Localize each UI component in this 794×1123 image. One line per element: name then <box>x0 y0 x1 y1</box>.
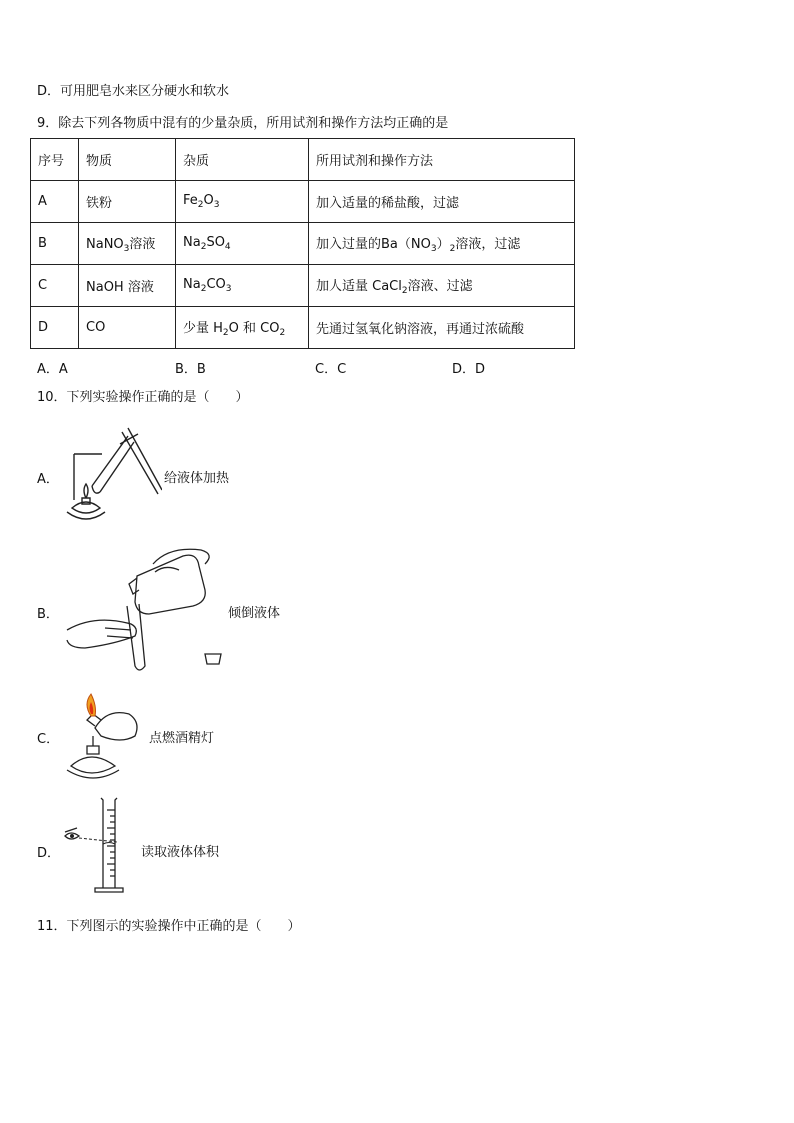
option-caption: 点燃酒精灯 <box>149 731 215 746</box>
table-row <box>31 223 575 265</box>
row-id: C <box>31 265 79 307</box>
lighting-lamp-illustration <box>61 692 151 784</box>
row-impurity: $Fe_2O_3$ <box>176 181 309 223</box>
option-label: A． <box>37 472 59 487</box>
row-method: 加入适量的稀盐酸，过滤 <box>309 181 575 223</box>
header-cell: 所用试剂和操作方法 <box>309 139 575 181</box>
q8-option-d: D．可用肥皂水来区分硬水和软水 <box>37 84 230 99</box>
table-row <box>31 307 575 349</box>
option-caption: 读取液体体积 <box>141 845 220 860</box>
table-row <box>31 265 575 307</box>
q9-option-d[interactable]: D．D <box>452 362 486 377</box>
row-id: D <box>31 307 79 349</box>
option-label: D． <box>37 846 61 861</box>
q9-option-c[interactable]: C．C <box>315 362 347 377</box>
q9-table <box>30 138 575 349</box>
q9-question: 9．除去下列各物质中混有的少量杂质，所用试剂和操作方法均正确的是 <box>37 116 449 131</box>
row-impurity: 少量 $H_2O$ 和 $CO_2$ <box>176 307 309 349</box>
option-caption: 给液体加热 <box>164 471 230 486</box>
row-method: 加人适量 CaCl$_2$溶液、过滤 <box>309 265 575 307</box>
table-header-row <box>31 139 575 181</box>
table-row <box>31 181 575 223</box>
row-substance: 铁粉 <box>79 181 176 223</box>
row-id: A <box>31 181 79 223</box>
header-cell: 序号 <box>31 139 79 181</box>
row-method: 加入过量的$Ba(NO_3)_2$溶液，过滤 <box>309 223 575 265</box>
header-cell: 物质 <box>79 139 176 181</box>
row-id: B <box>31 223 79 265</box>
row-substance: NaNO$_3$溶液 <box>79 223 176 265</box>
option-label: B． <box>37 607 59 622</box>
pouring-liquid-illustration <box>65 544 230 674</box>
q9-option-a[interactable]: A．A <box>37 362 68 377</box>
row-impurity: $Na_2SO_4$ <box>176 223 309 265</box>
q11-question: 11．下列图示的实验操作中正确的是（ ） <box>37 919 301 934</box>
row-method: 先通过氢氧化钠溶液，再通过浓硫酸 <box>309 307 575 349</box>
header-cell: 杂质 <box>176 139 309 181</box>
row-substance: CO <box>79 307 176 349</box>
q10-question: 10．下列实验操作正确的是（ ） <box>37 390 249 405</box>
heating-liquid-illustration <box>62 426 162 526</box>
row-impurity: $Na_2CO_3$ <box>176 265 309 307</box>
row-substance: NaOH 溶液 <box>79 265 176 307</box>
option-label: C． <box>37 732 60 747</box>
option-caption: 倾倒液体 <box>228 606 281 621</box>
q9-option-b[interactable]: B．B <box>175 362 206 377</box>
